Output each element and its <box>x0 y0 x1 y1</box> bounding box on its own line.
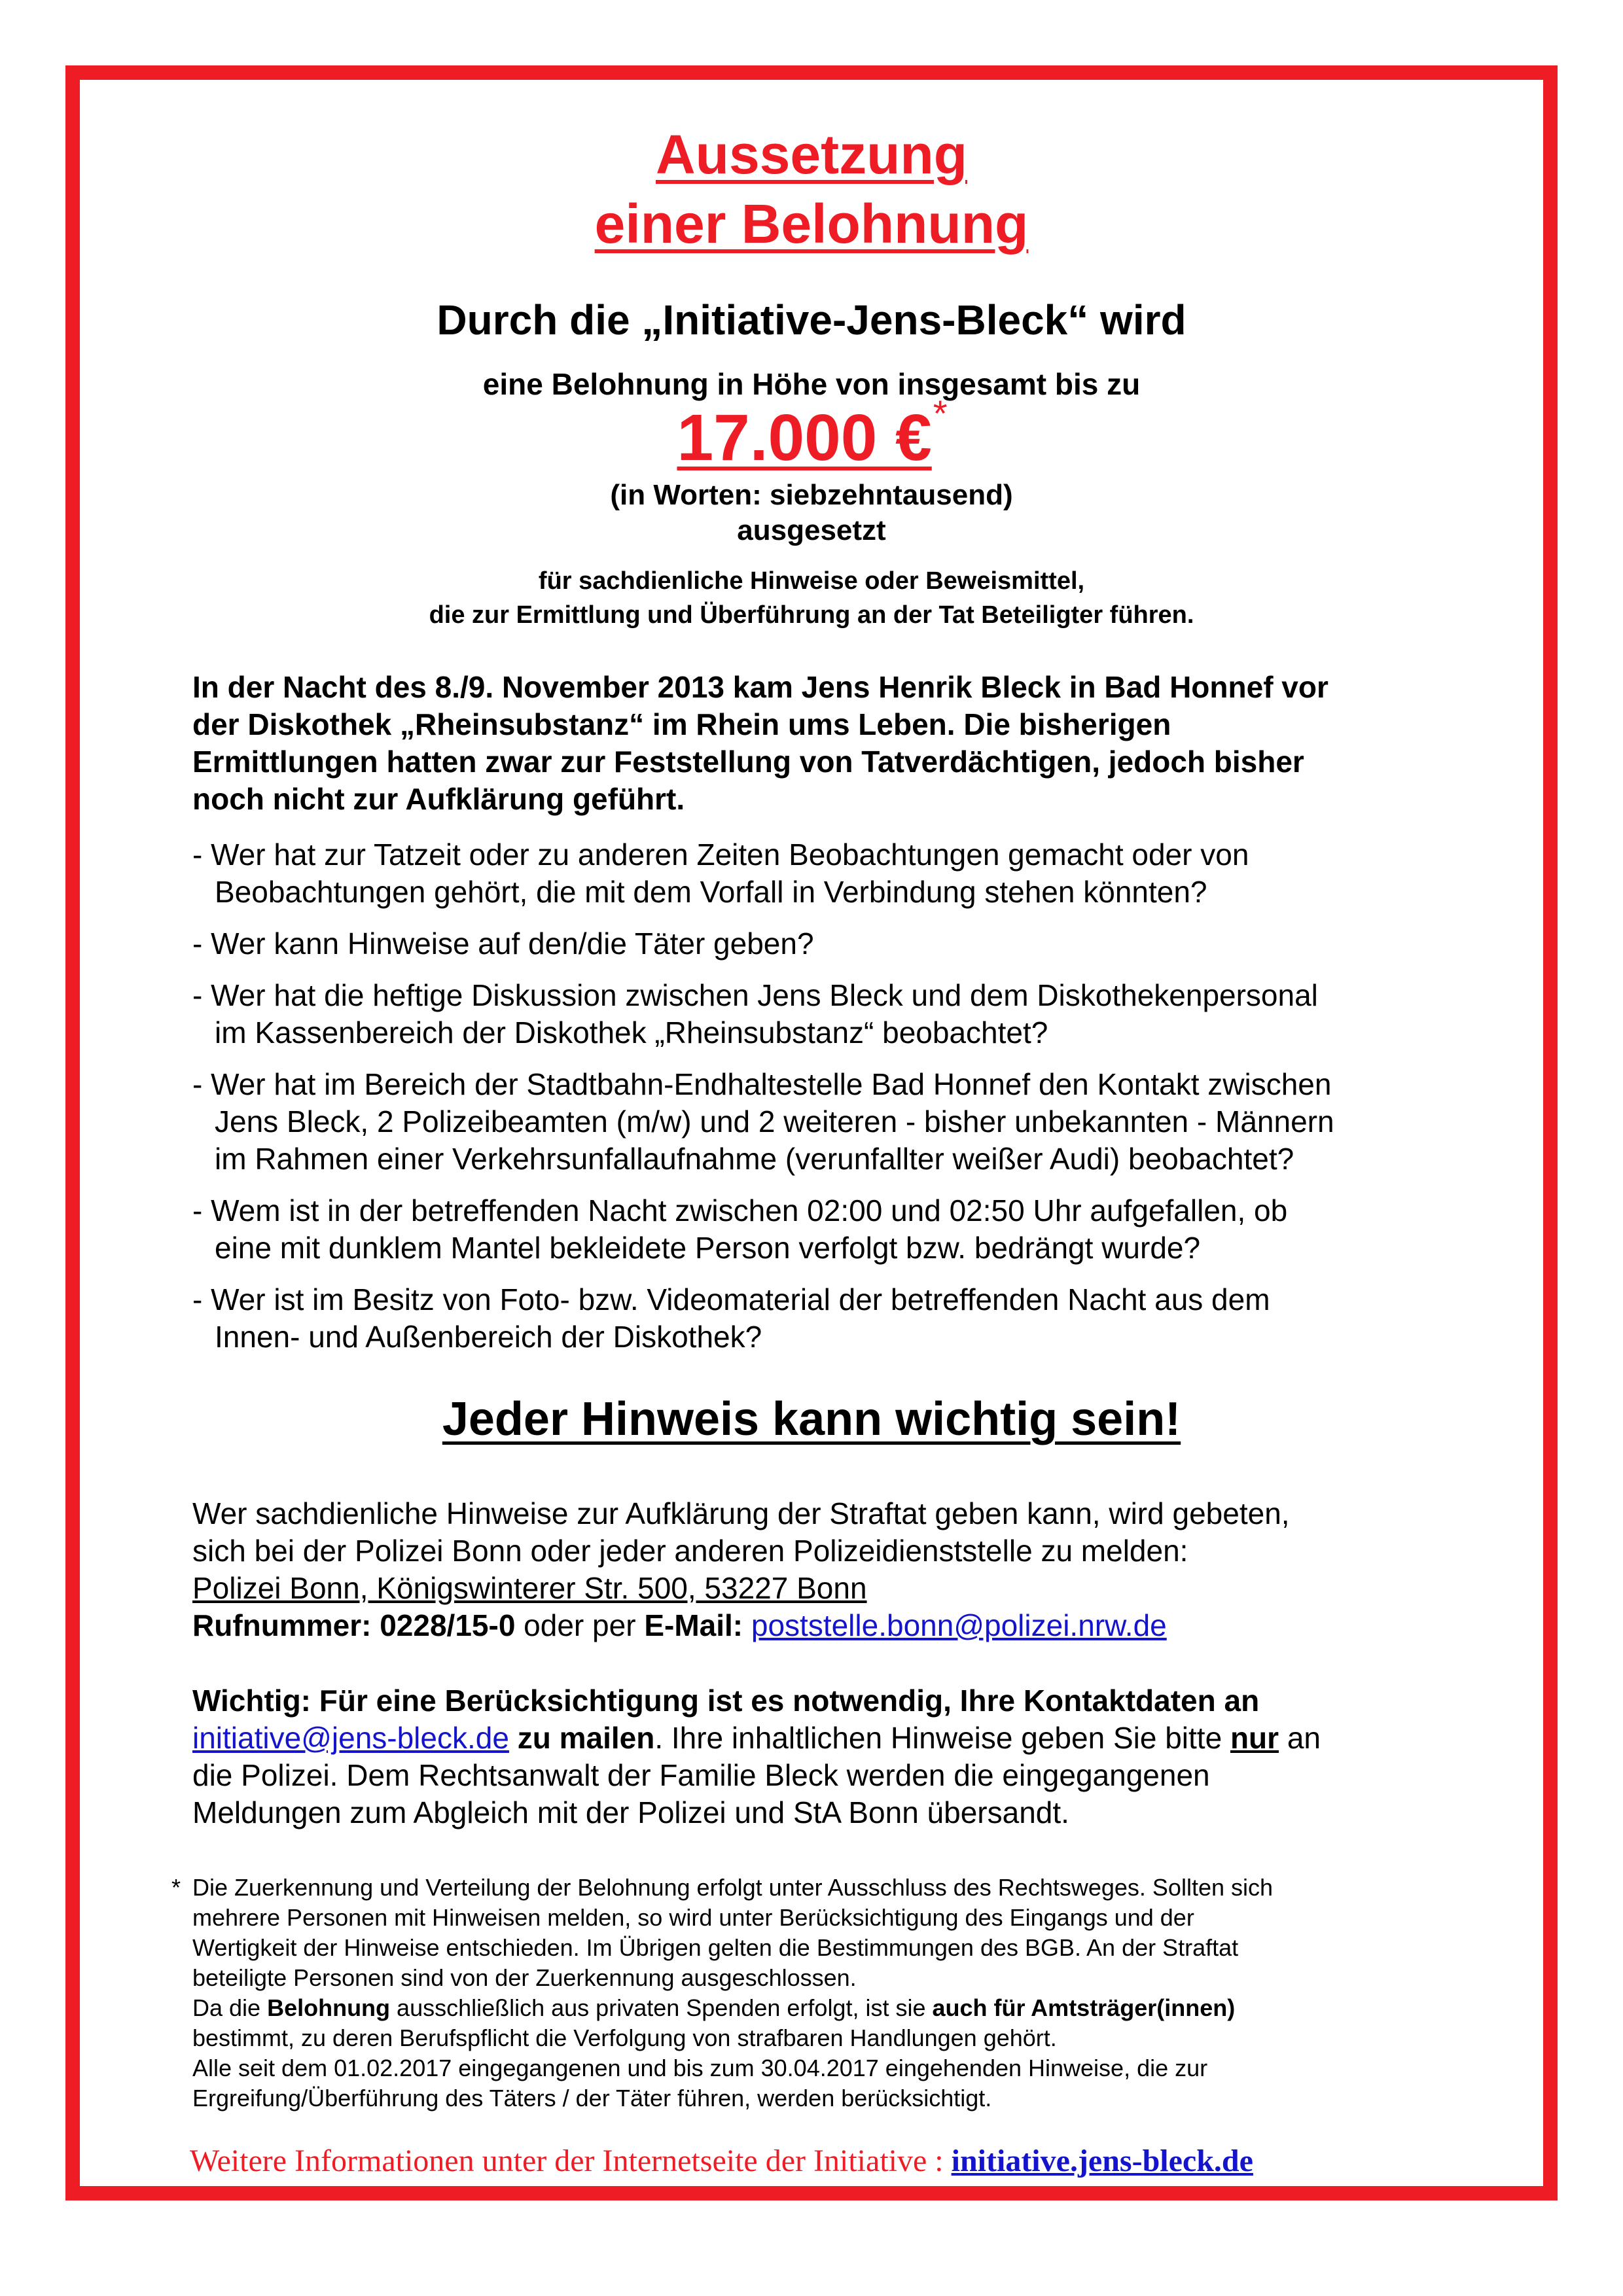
footnote-line: Die Zuerkennung und Verteilung der Belohnung erfolgt unter Ausschluss des Rechtsweges. Sollten sich <box>192 1874 1274 1901</box>
contact-line-2: sich bei der Polizei Bonn oder jeder anderen Polizeidienststelle zu melden: <box>192 1534 1188 1568</box>
subtitle-reward-amount-intro: eine Belohnung in Höhe von insgesamt bis zu <box>482 367 1141 401</box>
footnote-line: mehrere Personen mit Hinweisen melden, so wird unter Berücksichtigung des Eingangs und der <box>192 1904 1194 1931</box>
footnote-block <box>192 1873 1501 2113</box>
list-item <box>192 1281 1475 1356</box>
question-line: im Kassenbereich der Diskothek „Rheinsubstanz“ beobachtet? <box>215 1016 1048 1050</box>
intro-line: In der Nacht des 8./9. November 2013 kam Jens Henrik Bleck in Bad Honnef vor <box>192 670 1329 704</box>
intro-line: noch nicht zur Aufklärung geführt. <box>192 782 685 816</box>
amount-asterisk: * <box>933 393 948 434</box>
question-line: Beobachtungen gehört, die mit dem Vorfall in Verbindung stehen könnten? <box>215 875 1207 909</box>
footnote-text: Da die <box>192 1994 268 2021</box>
footnote-asterisk: * <box>171 1874 181 1901</box>
footnote-bold: auch für Amtsträger(innen) <box>932 1994 1236 2021</box>
police-email-link[interactable]: poststelle.bonn@polizei.nrw.de <box>751 1608 1167 1642</box>
important-line-3: die Polizei. Dem Rechtsanwalt der Familie Bleck werden die eingegangenen <box>192 1758 1210 1792</box>
phone-email-line <box>192 1607 1475 1644</box>
reward-amount-block <box>0 393 1623 476</box>
email-label: E-Mail: <box>644 1608 743 1642</box>
question-line: - Wer hat im Bereich der Stadtbahn-Endhaltestelle Bad Honnef den Kontakt zwischen <box>192 1067 1332 1101</box>
list-item <box>192 1192 1475 1267</box>
phone-number: Rufnummer: 0228/15-0 <box>192 1608 516 1642</box>
important-line-4: Meldungen zum Abgleich mit der Polizei und StA Bonn übersandt. <box>192 1795 1069 1829</box>
nur-emphasis: nur <box>1230 1721 1279 1755</box>
intro-line: Ermittlungen hatten zwar zur Feststellung von Tatverdächtigen, jedoch bisher <box>192 745 1304 779</box>
intro-paragraph <box>192 669 1449 818</box>
footnote-line: beteiligte Personen sind von der Zuerkennung ausgeschlossen. <box>192 1964 857 1991</box>
question-line: Innen- und Außenbereich der Diskothek? <box>215 1320 762 1354</box>
list-item <box>192 925 1475 963</box>
footnote-bold: Belohnung <box>267 1994 391 2021</box>
footnote-line: Ergreifung/Überführung des Täters / der Täter führen, werden berücksichtigt. <box>192 2085 992 2111</box>
important-text: an <box>1279 1721 1321 1755</box>
question-line: - Wem ist in der betreffenden Nacht zwischen 02:00 und 02:50 Uhr aufgefallen, ob <box>192 1193 1288 1227</box>
list-item <box>192 836 1475 911</box>
contact-line-1: Wer sachdienliche Hinweise zur Aufklärung der Straftat geben kann, wird gebeten, <box>192 1496 1290 1530</box>
question-line: - Wer ist im Besitz von Foto- bzw. Videomaterial der betreffenden Nacht aus dem <box>192 1282 1270 1316</box>
question-line: - Wer kann Hinweise auf den/die Täter geben? <box>192 927 814 961</box>
footnote-text: ausschließlich aus privaten Spenden erfolgt, ist sie <box>390 1994 933 2021</box>
question-line: eine mit dunklem Mantel bekleidete Person verfolgt bzw. bedrängt wurde? <box>215 1231 1201 1265</box>
police-address: Polizei Bonn, Königswinterer Str. 500, 53227 Bonn <box>192 1571 867 1605</box>
footnote-line: bestimmt, zu deren Berufspflicht die Verfolgung von strafbaren Handlungen gehört. <box>192 2024 1057 2051</box>
list-item <box>192 1066 1475 1178</box>
question-list <box>192 836 1475 1370</box>
footnote-line: Alle seit dem 01.02.2017 eingegangenen und bis zum 30.04.2017 eingehenden Hinweise, die zur <box>192 2055 1208 2081</box>
purpose-line-2: die zur Ermittlung und Überführung an der Tat Beteiligter führen. <box>429 601 1194 629</box>
footnote-line <box>192 1993 1501 2023</box>
website-text: Weitere Informationen unter der Internetseite der Initiative : <box>190 2144 952 2178</box>
phone-email-connector: oder per <box>515 1608 645 1642</box>
purpose-line-1: für sachdienliche Hinweise oder Beweismittel, <box>538 567 1085 595</box>
initiative-email-link[interactable]: initiative@jens-bleck.de <box>192 1721 509 1755</box>
zu-mailen-text: zu mailen <box>508 1721 655 1755</box>
amount-in-words: (in Worten: siebzehntausend) <box>610 479 1013 511</box>
question-line: im Rahmen einer Verkehrsunfallaufnahme (verunfallter weißer Audi) beobachtet? <box>215 1142 1294 1176</box>
contact-block <box>192 1495 1475 1644</box>
title-line-2: einer Belohnung <box>594 193 1029 255</box>
footnote-line: Wertigkeit der Hinweise entschieden. Im Übrigen gelten die Bestimmungen des BGB. An der Straftat <box>192 1934 1239 1961</box>
important-block <box>192 1682 1475 1831</box>
intro-line: der Diskothek „Rheinsubstanz“ im Rhein ums Leben. Die bisherigen <box>192 707 1171 741</box>
website-link[interactable]: initiative.jens-bleck.de <box>951 2144 1253 2178</box>
ausgesetzt-label: ausgesetzt <box>737 514 886 546</box>
important-line-1: Wichtig: Für eine Berücksichtigung ist es notwendig, Ihre Kontaktdaten an <box>192 1684 1260 1718</box>
question-line: - Wer hat zur Tatzeit oder zu anderen Zeiten Beobachtungen gemacht oder von <box>192 838 1249 872</box>
website-line <box>190 2143 1253 2179</box>
jeder-hinweis-heading: Jeder Hinweis kann wichtig sein! <box>442 1393 1181 1445</box>
question-line: Jens Bleck, 2 Polizeibeamten (m/w) und 2 weiteren - bisher unbekannten - Männern <box>215 1104 1334 1139</box>
question-line: - Wer hat die heftige Diskussion zwischen Jens Bleck und dem Diskothekenpersonal <box>192 978 1318 1012</box>
important-text: . Ihre inhaltlichen Hinweise geben Sie bitte <box>654 1721 1230 1755</box>
reward-amount: 17.000 € <box>677 401 932 474</box>
list-item <box>192 977 1475 1051</box>
title-line-1: Aussetzung <box>655 124 968 185</box>
important-line-2 <box>192 1720 1475 1757</box>
subtitle-initiative: Durch die „Initiative-Jens-Bleck“ wird <box>437 296 1186 344</box>
